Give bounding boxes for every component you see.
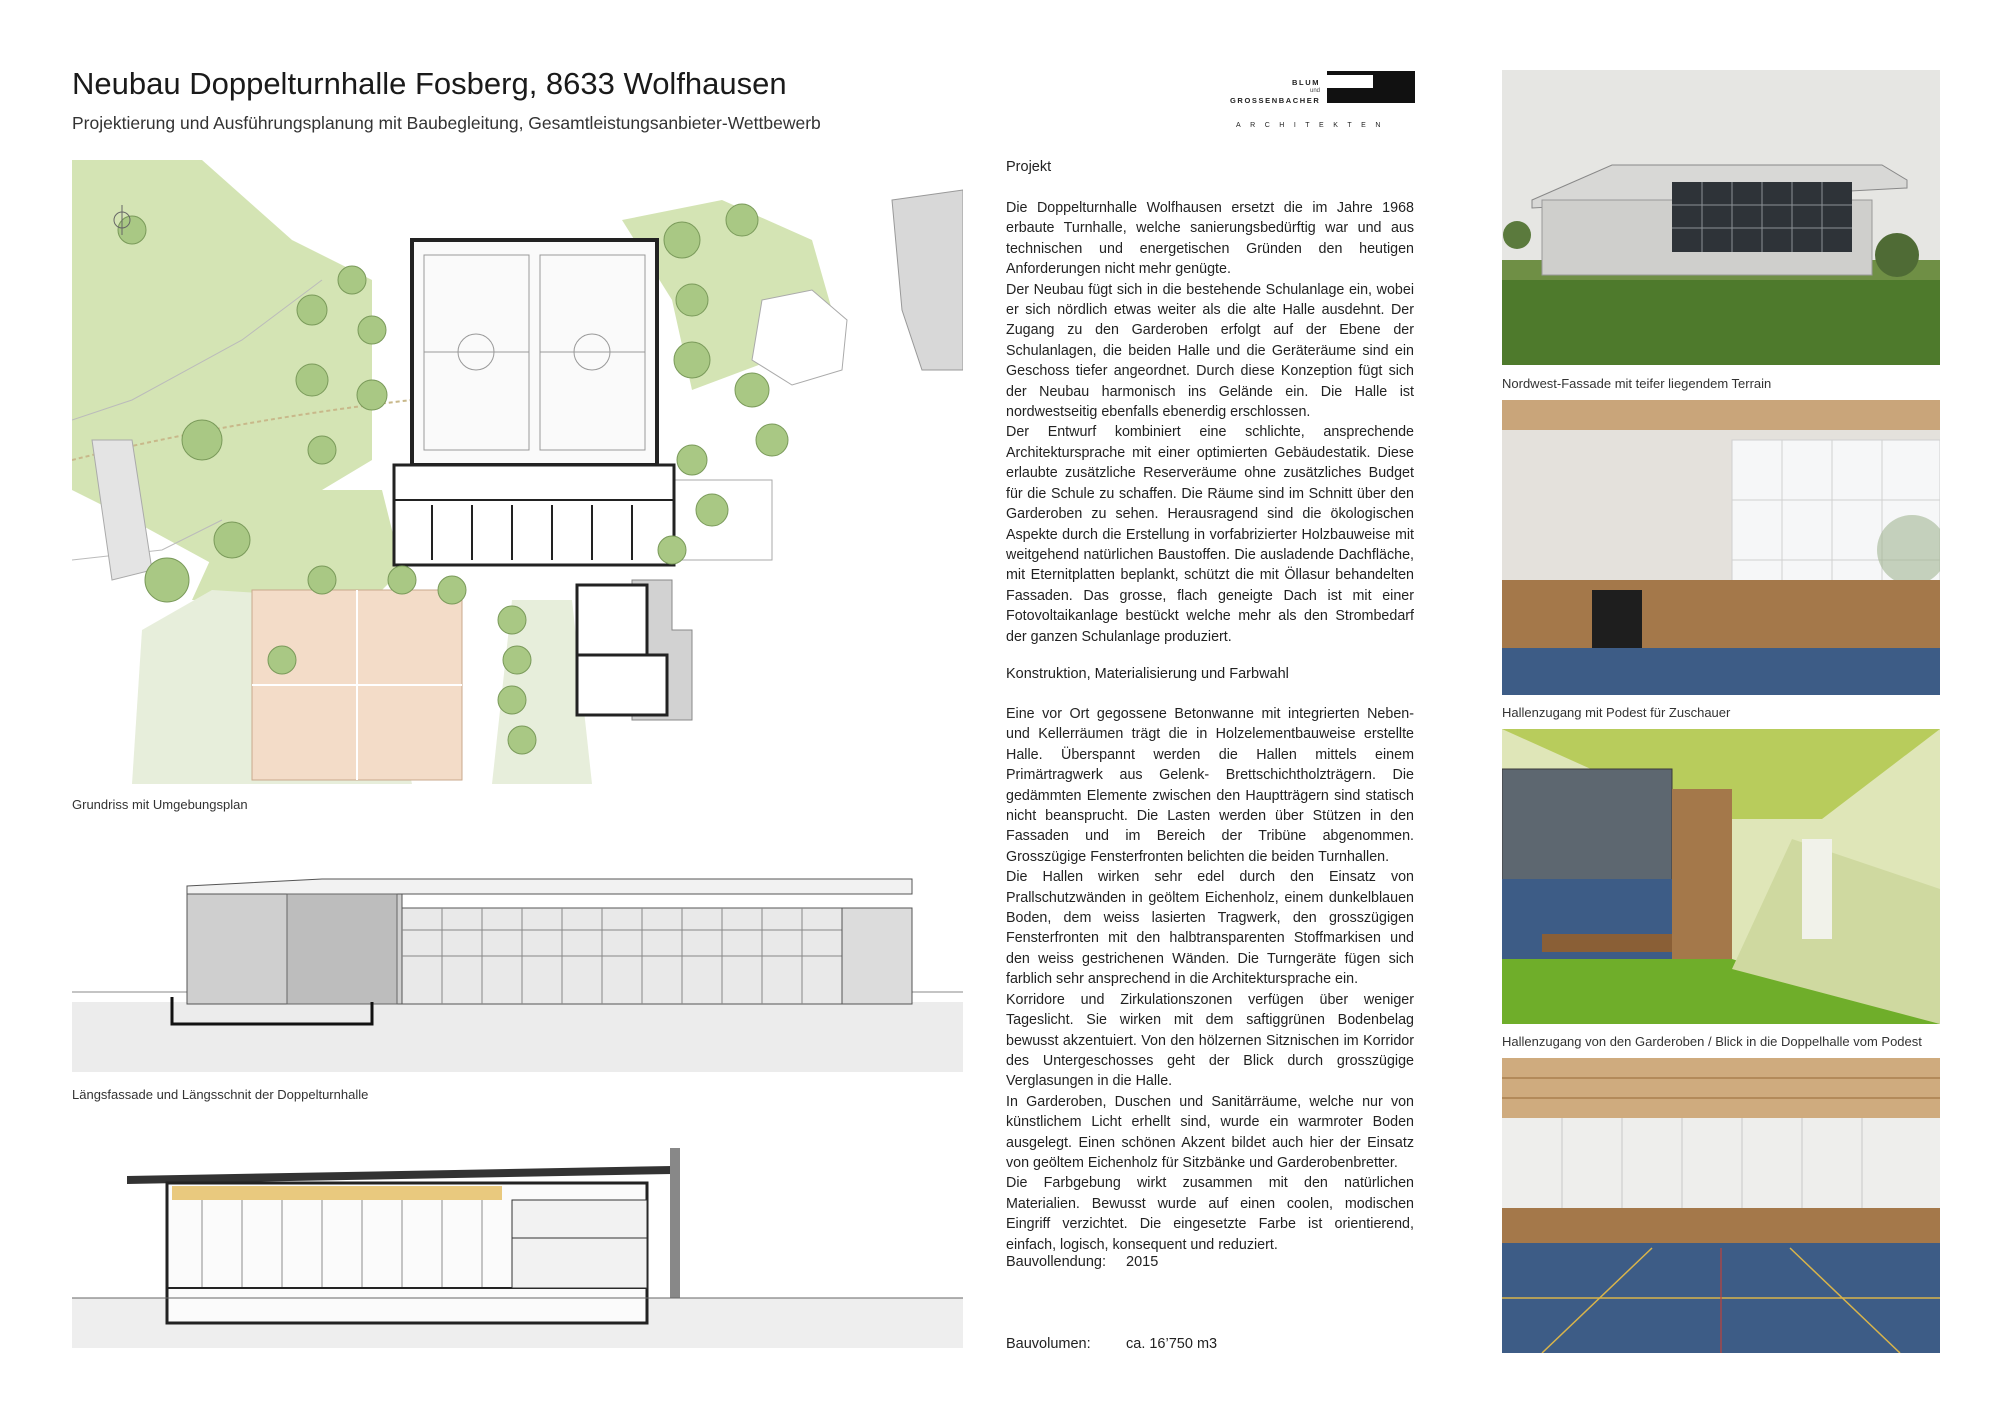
- logo-line2: und: [1310, 88, 1321, 94]
- page-title: Neubau Doppelturnhalle Fosberg, 8633 Wolfhausen: [72, 66, 787, 101]
- ceiling: [1502, 1058, 1940, 1118]
- annex-hall: [577, 655, 667, 715]
- site-plan-drawing: [72, 160, 963, 784]
- logo-cutout: [1327, 75, 1373, 88]
- logo-line1: BLUM: [1292, 78, 1321, 87]
- photo-double-hall-image: [1502, 1058, 1940, 1353]
- volume-label: Bauvolumen:: [1006, 1336, 1091, 1352]
- construction-body: Eine vor Ort gegossene Betonwanne mit integrierten Neben- und Kellerräumen trägt die in Holzelementbauweise erstellte Halle. Überspannt werden die Hallen mittels einem Primärtragwerk aus Gelenk- Brettschichtholzträgern. Die gedämmten Elemente zwischen den Hauptträgern sind statisch nicht beansprucht. Die Lasten werden über Stützen in den Fassaden und im Bereich der Tribüne abgenommen. Grosszügige Fensterfronten belichten die beiden Turnhallen. Die Hallen wirken sehr edel durch den Einsatz von Prallschutzwänden in geöltem Eichenholz, einem dunkelblauen Boden, dem weiss lasierten Tragwerk, den grosszügigen Fensterfronten mit den halbtransparenten Stoffmarkisen und den weiss gestrichenen Wänden. Die Turngeräte fügen sich farblich sehr ansprechend in die Architektursprache ein. Korridore und Zirkulationszonen verfügen über weniger Tageslicht. Sie wirken mit dem saftiggrünen Bodenbelag bewusst akzentuiert. Von den hölzernen Sitznischen im Korridor des Untergeschosses geht der Blick durch grosszügige Verglasungen in die Halle. In Garderoben, Duschen und Sanitärräume, welche nur von künstlichem Licht erhellt sind, wurde ein warmroter Boden ausgelegt. Einen schönen Akzent bildet auch hier der Einsatz von geöltem Eichenholz für Sitzbänke und Garderobenbretter. Die Farbgebung wirkt zusammen mit den natürlichen Materialien. Bewusst wurde auf einen coolen, modischen Eingriff verzichtet. Die eingesetzte Farbe ist orientierend, einfach, logisch, konsequent und reduziert.: [1006, 706, 1414, 1253]
- photo1-caption: Nordwest-Fassade mit teifer liegendem Terrain: [1502, 376, 1772, 391]
- facade-elevation: [72, 872, 963, 1072]
- volume-value: ca. 16’750 m3: [1126, 1336, 1218, 1352]
- facade-panel: [287, 894, 397, 1004]
- oak-pillar: [1672, 789, 1732, 969]
- page-subtitle: Projektierung und Ausführungsplanung mit Baubegleitung, Gesamtleistungsanbieter-Wettbewerb: [72, 113, 821, 133]
- roof-edge: [187, 879, 912, 894]
- ceiling: [1502, 400, 1940, 430]
- annex-rooms: [577, 585, 647, 655]
- photo-double-hall: [1502, 1058, 1940, 1353]
- photo-corridor: [1502, 729, 1940, 1024]
- photo2-caption: Hallenzugang mit Podest für Zuschauer: [1502, 705, 1731, 720]
- changing-rooms-section: [512, 1200, 647, 1288]
- grass: [1502, 275, 1940, 365]
- windows: [1502, 1118, 1940, 1208]
- playground: [752, 290, 847, 385]
- section-caption: Längsfassade und Längsschnit der Doppelturnhalle: [72, 1087, 369, 1102]
- logo-line3: GROSSENBACHER: [1230, 96, 1321, 105]
- volume-row: [1006, 1336, 1217, 1352]
- completion-label: Bauvollendung:: [1006, 1254, 1106, 1270]
- logo-line4: ARCHITEKTEN: [1236, 122, 1390, 129]
- oak-wall: [1502, 1208, 1940, 1248]
- photo-exterior-image: [1502, 70, 1940, 365]
- section-drawing-panel: [72, 1138, 963, 1348]
- photo-corridor-image: [1502, 729, 1940, 1024]
- photo-hall-entrance-image: [1502, 400, 1940, 695]
- oak-wall: [1502, 580, 1940, 655]
- facade-end: [842, 908, 912, 1004]
- door: [1592, 590, 1642, 650]
- photo-exterior: [1502, 70, 1940, 365]
- bench: [1542, 934, 1672, 952]
- completion-row: [1006, 1254, 1158, 1270]
- facade-drawing: [72, 872, 963, 1072]
- neighbour-building: [892, 190, 963, 370]
- project-body: Die Doppelturnhalle Wolfhausen ersetzt die im Jahre 1968 erbaute Turnhalle, welche sanierungsbedürftig war und aus technischen und energetischen Gründen den heutigen Anforderungen nicht mehr genügte. Der Neubau fügt sich in die bestehende Schulanlage ein, wobei er sich nördlich etwas weiter als die alte Halle ausdehnt. Der Zugang zu den Garderoben erfolgt auf der Ebene der Schulanlagen, die beiden Halle und die Geräteräume sind ein Geschoss tiefer angeordnet. Durch diese Konzeption fügt sich der Neubau harmonisch ins Gelände ein. Die Halle ist nordwestseitig ebenfalls ebenerdig erschlossen. Der Entwurf kombiniert eine schlichte, ansprechende Architektursprache mit einer optimierten Gebäudestatik. Diese erlaubte zusätzliche Reserveräume ohne zusätzliches Budget für die Schule zu schaffen. Die Räume sind im Schnitt über den Garderoben zu sehen. Herausragend sind die ökologischen Aspekte durch die Erstellung in vorfabrizierter Holzbauweise mit weitgehend natürlichen Baustoffen. Die ausladende Dachfläche, mit Eternitplatten beplankt, schützt die mit Öllasur behandelten Fassaden. Das grosse, flach geneigte Dach ist mit einer Fotovoltaikanlage bestückt welche mehr als den Strombedarf der ganzen Schulanlage produziert.: [1006, 200, 1414, 645]
- stair-tower: [670, 1148, 680, 1298]
- section-drawing: [72, 1138, 963, 1348]
- roof-section: [127, 1166, 672, 1184]
- project-heading: Projekt: [1006, 159, 1052, 175]
- architect-logo: [1230, 70, 1415, 130]
- tree: [1875, 233, 1919, 277]
- roof-beam: [172, 1186, 502, 1200]
- construction-heading: Konstruktion, Materialisierung und Farbwahl: [1006, 666, 1289, 682]
- site-plan-caption: Grundriss mit Umgebungsplan: [72, 797, 248, 812]
- photo3-caption: Hallenzugang von den Garderoben / Blick in die Doppelhalle vom Podest: [1502, 1034, 1922, 1049]
- completion-value: 2015: [1126, 1254, 1159, 1270]
- site-plan: [72, 160, 963, 784]
- photo-hall-entrance: [1502, 400, 1940, 695]
- floor: [1502, 648, 1940, 695]
- ground-fill: [72, 1002, 963, 1072]
